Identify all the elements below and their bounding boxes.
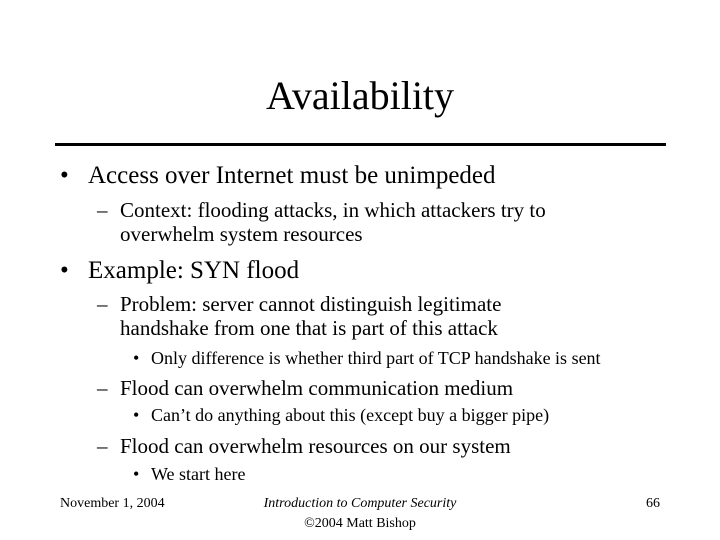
bullet-marker: • [133,464,140,484]
dash-marker: – [97,292,108,316]
subsub-cant-do: Can’t do anything about this (except buy a bigger pipe) [151,405,550,425]
dash-marker: – [97,376,108,400]
sub-flood-resources: Flood can overwhelm resources on our system [120,434,511,458]
slide-title: Availability [265,73,455,118]
sub-problem: Problem: server cannot distinguish legitimate handshake from one that is part of this attack [120,292,502,340]
footer-course: Introduction to Computer Security [263,496,457,511]
subsub-only-difference: Only difference is whether third part of TCP handshake is sent [151,348,601,368]
sub-context: Context: flooding attacks, in which attackers try to overwhelm system resources [120,198,546,246]
dash-marker: – [97,198,108,222]
footer-center [250,494,470,534]
title-divider [55,143,666,146]
dash-marker: – [97,434,108,458]
subsub-start-here: We start here [151,464,246,484]
footer-copyright: ©2004 Matt Bishop [304,516,416,531]
bullet-example: Example: SYN flood [88,257,300,284]
page-number: 66 [646,496,660,511]
bullet-marker: • [133,348,140,368]
sub-flood-medium: Flood can overwhelm communication medium [120,376,514,400]
bullet-marker: • [60,257,69,284]
bullet-access: Access over Internet must be unimpeded [88,162,496,189]
bullet-marker: • [133,405,140,425]
footer-date: November 1, 2004 [60,496,165,511]
bullet-marker: • [60,162,69,189]
